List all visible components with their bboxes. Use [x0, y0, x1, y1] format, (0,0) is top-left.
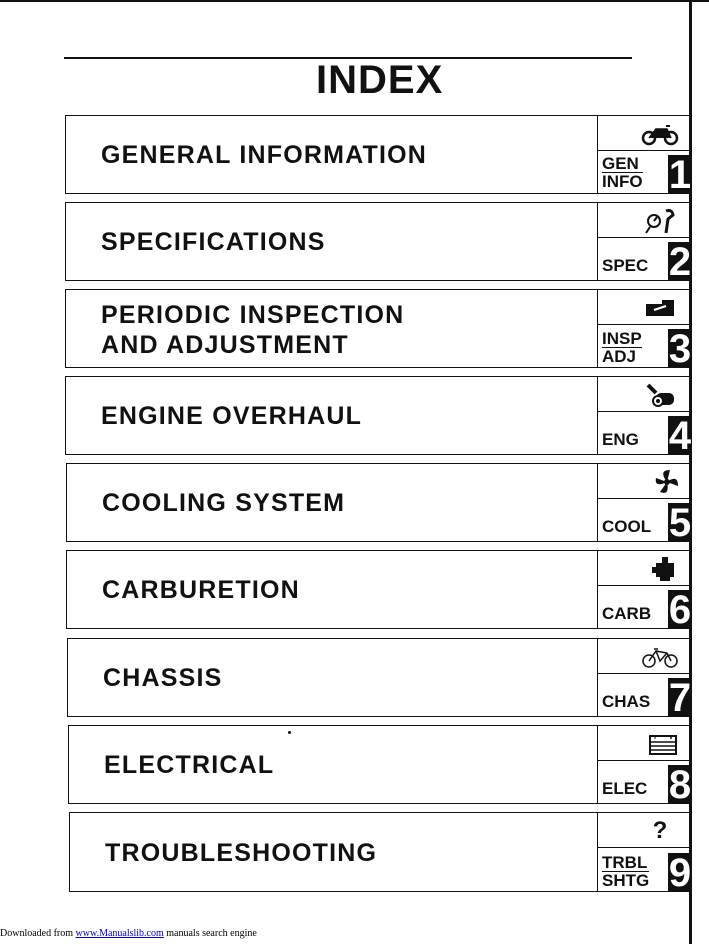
section-tab[interactable] — [597, 638, 692, 717]
section-title: TROUBLESHOOTING — [105, 839, 378, 867]
engine-icon — [640, 381, 680, 409]
tab-abbr-line: TRBL — [602, 853, 648, 872]
tab-icon-box — [597, 376, 692, 412]
battery-icon — [640, 730, 680, 758]
tab-icon-box — [597, 115, 692, 151]
chapter-number: 3 — [668, 329, 692, 367]
fan-icon — [640, 468, 680, 496]
index-row-general-information[interactable] — [65, 115, 692, 194]
index-row-electrical[interactable] — [68, 725, 692, 804]
question-icon: ? — [652, 817, 668, 844]
motorcycle-icon — [640, 120, 680, 148]
section-tab[interactable] — [597, 376, 692, 455]
footer-suffix: manuals search engine — [163, 928, 257, 939]
gauge-wrench-icon — [640, 207, 680, 235]
tab-icon-box — [597, 550, 692, 586]
tab-label-box — [597, 761, 692, 804]
section-tab[interactable] — [597, 115, 692, 194]
tab-abbr-line: COOL — [602, 517, 652, 536]
index-row-specifications[interactable] — [65, 202, 692, 281]
footer-prefix: Downloaded from — [0, 928, 76, 939]
tab-abbr-line: SHTG — [602, 871, 650, 890]
index-row-troubleshooting[interactable] — [69, 812, 692, 892]
index-row-chassis[interactable] — [67, 638, 692, 717]
tab-abbr-line: ELEC — [602, 779, 648, 798]
section-tab[interactable] — [597, 812, 692, 892]
tab-abbr-line: INSP — [602, 329, 642, 348]
tab-label-box — [597, 238, 692, 281]
chapter-number: 5 — [668, 503, 692, 541]
section-title: SPECIFICATIONS — [101, 228, 326, 256]
bicycle-chassis-icon — [640, 643, 680, 671]
chapter-number: 9 — [668, 853, 692, 891]
section-title: ENGINE OVERHAUL — [101, 402, 363, 430]
download-footer — [0, 928, 257, 939]
inspection-tool-icon — [640, 294, 680, 322]
tab-abbr-line: CHAS — [602, 692, 651, 711]
tab-icon-box — [597, 289, 692, 325]
tab-abbr-line: SPEC — [602, 256, 649, 275]
tab-icon-box — [597, 202, 692, 238]
manualslib-link[interactable]: www.Manualslib.com — [75, 928, 164, 939]
section-title-line-2: AND ADJUSTMENT — [101, 331, 349, 359]
section-title: PERIODIC INSPECTION — [101, 301, 405, 329]
section-title: GENERAL INFORMATION — [101, 141, 428, 169]
tab-icon-box — [597, 725, 692, 761]
chapter-number: 2 — [668, 242, 692, 280]
tab-icon-box — [597, 812, 692, 848]
index-row-periodic-inspection[interactable] — [65, 289, 692, 368]
tab-abbr-line: ADJ — [602, 347, 642, 365]
section-tab[interactable] — [597, 463, 692, 542]
tab-abbr-line: GEN — [602, 154, 639, 173]
tab-abbr-line: INFO — [602, 172, 643, 191]
section-title: COOLING SYSTEM — [102, 489, 346, 517]
tab-abbr-line: CARB — [602, 604, 652, 623]
tab-label-box — [597, 412, 692, 455]
chapter-number: 7 — [668, 678, 692, 716]
carburetor-icon — [640, 555, 680, 583]
tab-abbr-line: ENG — [602, 430, 639, 449]
tab-icon-box — [597, 463, 692, 499]
section-tab[interactable] — [597, 289, 692, 368]
chapter-number: 4 — [668, 416, 692, 454]
chapter-number: 8 — [668, 765, 692, 803]
section-tab[interactable] — [597, 202, 692, 281]
section-tab[interactable] — [597, 725, 692, 804]
section-title: CARBURETION — [102, 576, 300, 604]
chapter-number: 1 — [668, 155, 692, 193]
section-title: CHASSIS — [103, 664, 223, 692]
index-row-engine-overhaul[interactable] — [65, 376, 692, 455]
section-tab[interactable] — [597, 550, 692, 629]
tab-label-box — [597, 674, 692, 717]
index-row-carburetion[interactable] — [66, 550, 692, 629]
tab-label-box — [597, 151, 692, 194]
tab-label-box — [597, 499, 692, 542]
tab-label-box — [597, 848, 692, 892]
tab-label-box — [597, 586, 692, 629]
section-title: ELECTRICAL — [104, 751, 275, 779]
chapter-number: 6 — [668, 590, 692, 628]
tab-label-box — [597, 325, 692, 368]
index-row-cooling-system[interactable] — [66, 463, 692, 542]
page-title: INDEX — [316, 58, 444, 102]
tab-icon-box — [597, 638, 692, 674]
